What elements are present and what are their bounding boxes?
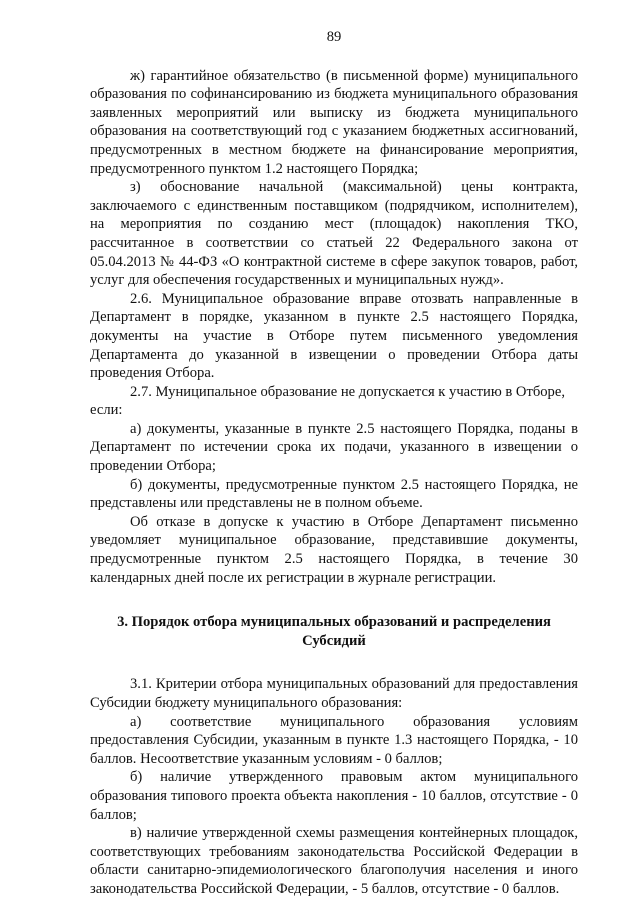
paragraph-a-late-documents: а) документы, указанные в пункте 2.5 настоящего Порядка, поданы в Департамент по истечении срока их подачи, указанного в извещении о проведении Отбора; xyxy=(90,420,578,475)
paragraph-refusal-notice: Об отказе в допуске к участию в Отборе Департамент письменно уведомляет муниципальное образование, представившие документы, предусмотренные пунктом 2.5 настоящего Порядка, в течение 30 календарных дней после их регистрации в журнале регистрации. xyxy=(90,513,578,586)
spacer xyxy=(90,587,578,613)
page-number: 89 xyxy=(326,29,342,45)
paragraph-zh-guarantee: ж) гарантийное обязательство (в письменной форме) муниципального образования по софинансированию из бюджета муниципального образования заявленных мероприятий или выписку из бюджета муниципального образования на соответствующий год с указанием бюджетных ассигнований, предусмотренных в местном бюджете на финансирование мероприятия, предусмотренного пунктом 1.2 настоящего Порядка; xyxy=(90,67,578,177)
document-page xyxy=(90,28,578,899)
section-3-heading-line1: 3. Порядок отбора муниципальных образований и распределения xyxy=(117,614,551,631)
paragraph-criterion-v: в) наличие утвержденной схемы размещения контейнерных площадок, соответствующих требованиям законодательства Российской Федерации в области санитарно-эпидемиологического благополучия населения и иного законодательства Российской Федерации, - 5 баллов, отсутствие - 0 баллов. xyxy=(90,825,578,897)
paragraph-2-6: 2.6. Муниципальное образование вправе отозвать направленные в Департамент в порядке, указанном в пункте 2.5 настоящего Порядка, документы на участие в Отборе путем письменного уведомления Департамента до указанной в извещении о проведении Отбора даты проведения Отбора. xyxy=(90,290,578,382)
section-3-heading-line2: Субсидий xyxy=(302,632,366,649)
paragraph-criterion-b: б) наличие утвержденного правовым актом муниципального образования типового проекта объекта накопления - 10 баллов, отсутствие - 0 баллов; xyxy=(90,769,578,823)
paragraph-criterion-a: а) соответствие муниципального образования условиям предоставления Субсидии, указанным в пункте 1.3 настоящего Порядка, - 10 баллов. Несоответствие указанным условиям - 0 баллов; xyxy=(90,713,578,767)
paragraph-b-incomplete-documents: б) документы, предусмотренные пунктом 2.5 настоящего Порядка, не представлены или представлены не в полном объеме. xyxy=(90,476,578,512)
paragraph-2-7-first-line: 2.7. Муниципальное образование не допускается к участию в Отборе, xyxy=(130,383,565,400)
paragraph-2-7-second-line: если: xyxy=(90,402,123,419)
section-3-heading xyxy=(90,613,578,650)
spacer xyxy=(90,650,578,675)
paragraph-z-price-justification: з) обоснование начальной (максимальной) цены контракта, заключаемого с единственным поставщиком (подрядчиком, исполнителем), на мероприятия по созданию мест (площадок) накопления ТКО, рассчитанное в соответствии со статьей 22 Федерального закона от 05.04.2013 № 44-ФЗ «О контрактной системе в сфере закупок товаров, работ, услуг для обеспечения государственных и муниципальных нужд». xyxy=(90,179,578,289)
paragraph-3-1: 3.1. Критерии отбора муниципальных образований для предоставления Субсидии бюджету муниципального образования: xyxy=(90,676,578,711)
